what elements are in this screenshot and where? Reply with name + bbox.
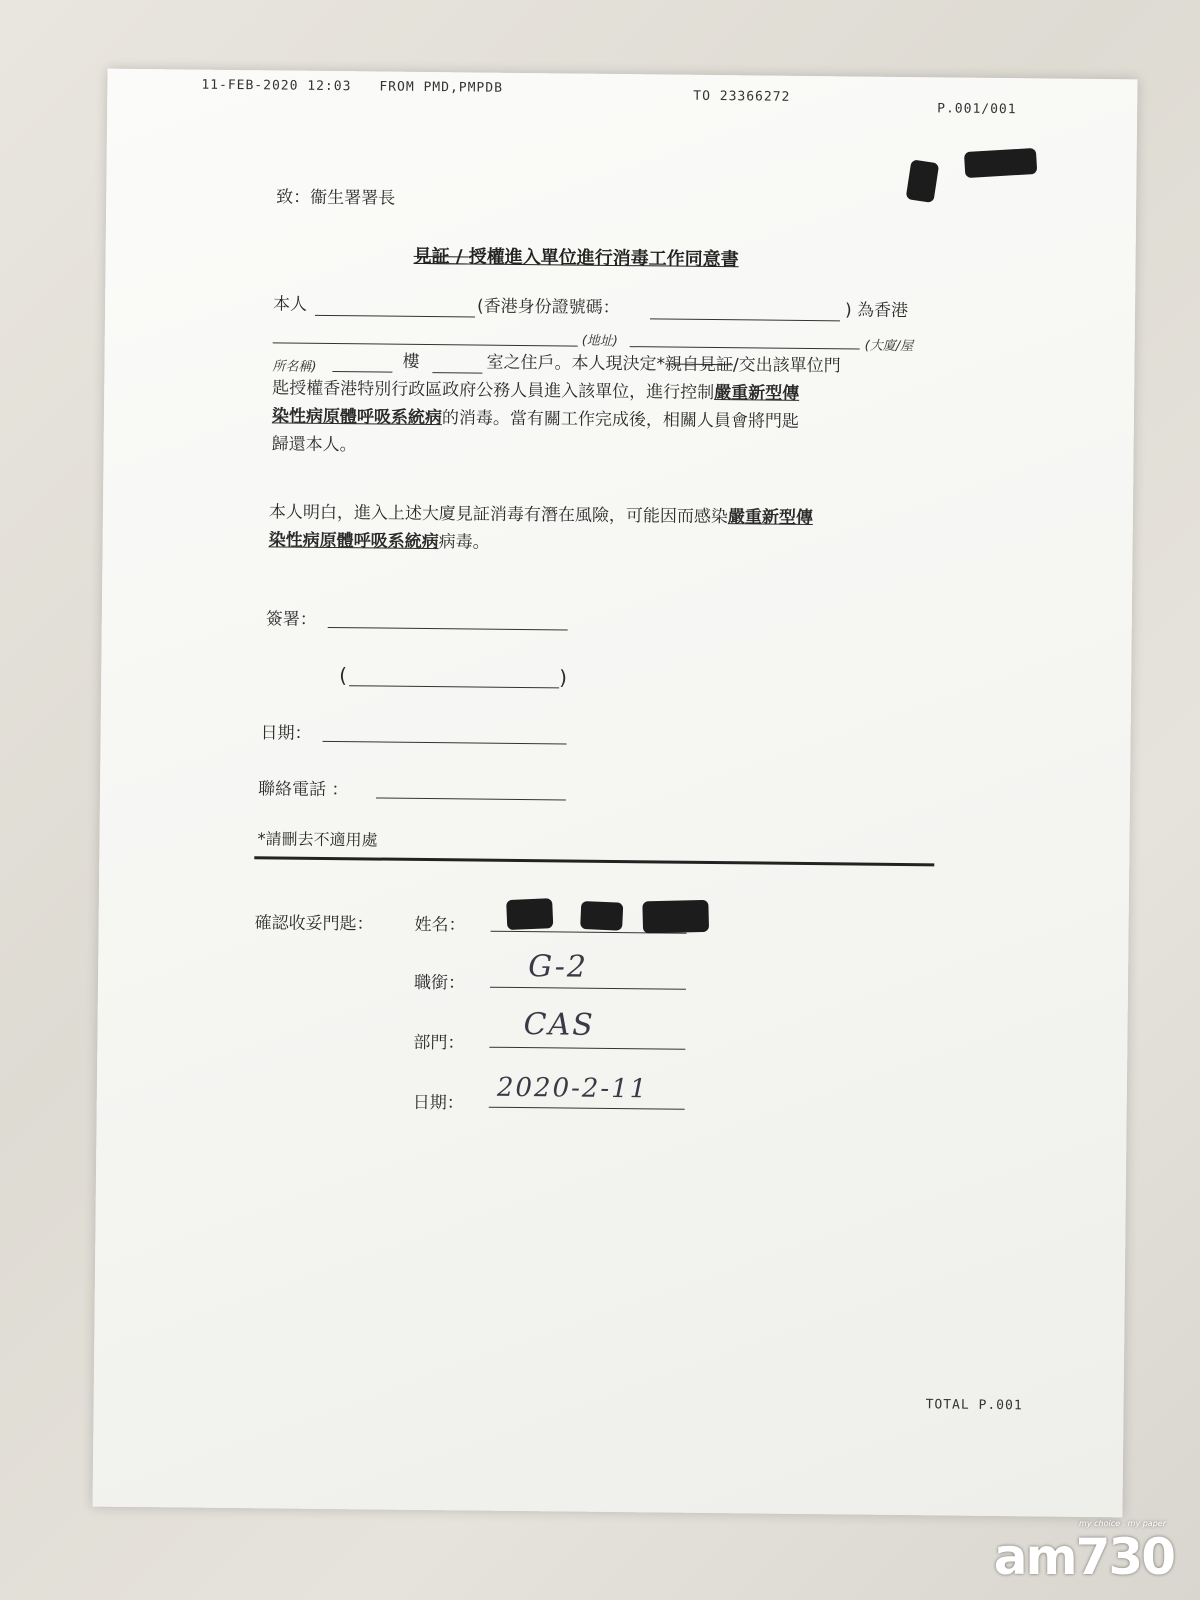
emphasis-text: 染性病原體呼吸系統病	[271, 406, 443, 429]
phone-label: 聯絡電話 ：	[257, 779, 349, 801]
room-blank[interactable]	[432, 372, 482, 374]
form-title-struck: 見証 /	[413, 245, 469, 268]
hk-label: ) 為香港	[844, 300, 909, 322]
text: 本人	[272, 294, 308, 315]
floor-blank[interactable]	[332, 371, 392, 373]
footnote: *請刪去不適用處	[257, 829, 378, 850]
fax-from: FROM PMD,PMPDB	[379, 79, 504, 96]
name-blank[interactable]	[315, 315, 475, 318]
para2-line2	[268, 526, 489, 556]
text: /交出該單位門	[732, 355, 841, 377]
fax-datetime: 11-FEB-2020 12:03	[201, 77, 352, 95]
date-blank[interactable]	[323, 741, 567, 745]
fax-page: P.001/001	[937, 101, 1017, 118]
emphasis-text: 嚴重新型傳	[714, 383, 800, 404]
floor-label: 樓	[402, 351, 420, 372]
address-blank[interactable]	[273, 342, 578, 346]
paren-open: (	[339, 663, 348, 688]
building-blank[interactable]	[630, 346, 860, 349]
text: 匙授權香港特別行政區政府公務人員進入該單位，進行控制	[272, 378, 715, 404]
post-label: 職銜：	[413, 972, 466, 994]
id-number-blank[interactable]	[650, 318, 840, 321]
redaction-mark	[906, 159, 940, 203]
signature-label: 簽署：	[265, 609, 317, 630]
text: 室之住戶。本人現決定*	[486, 352, 666, 375]
emphasis-text: 嚴重新型傳	[727, 507, 813, 529]
receipt-date-handwritten: 2020-2-11	[496, 1072, 649, 1105]
post-line	[490, 987, 686, 990]
emphasis-text: 染性病原體呼吸系統病	[268, 530, 439, 553]
receipt-date-label: 日期：	[412, 1092, 464, 1114]
para1-line1	[273, 290, 307, 318]
redaction-mark	[642, 900, 709, 934]
watermark-tagline: my choice . my paper	[1079, 1519, 1166, 1528]
address-label: (地址)	[581, 333, 618, 350]
text: 的消毒。當有關工作完成後，相關人員會將門匙	[441, 408, 800, 432]
text: 本人明白，進入上述大廈見証消毒有潛在風險，可能因而感染	[268, 502, 728, 528]
addressee: 致：衞生署署長	[276, 187, 396, 209]
date-label: 日期：	[260, 723, 312, 744]
building-label: (大廈/屋	[864, 338, 914, 355]
redaction-mark	[506, 898, 553, 930]
name-label: 姓名：	[414, 914, 466, 936]
signature-blank[interactable]	[328, 627, 568, 631]
para1-line3	[486, 349, 841, 381]
section-divider	[254, 856, 934, 866]
struck-text: 親自見証	[664, 354, 734, 376]
form-title-main: 授權進入單位進行消毒工作同意書	[468, 246, 739, 271]
receipt-label: 確認收妥門匙：	[254, 913, 374, 935]
redaction-mark	[580, 901, 623, 931]
form-title	[413, 242, 738, 271]
fax-total: TOTAL P.001	[925, 1397, 1023, 1414]
dept-handwritten: CAS	[523, 1007, 595, 1043]
dept-label: 部門：	[413, 1032, 465, 1054]
fax-document	[92, 69, 1137, 1518]
printed-name-blank[interactable]	[349, 685, 559, 688]
dept-line	[489, 1047, 685, 1050]
am730-logo	[994, 1519, 1174, 1586]
receipt-date-line	[489, 1107, 685, 1110]
building-label-cont: 所名稱)	[272, 359, 317, 375]
para1-line6: 歸還本人。	[271, 434, 357, 456]
watermark-logo: am730	[993, 1528, 1174, 1586]
text: 病毒。	[438, 532, 490, 553]
post-handwritten: G-2	[527, 949, 589, 985]
paren-close: )	[559, 665, 568, 690]
redaction-mark	[964, 148, 1037, 178]
phone-blank[interactable]	[376, 797, 566, 800]
id-label: (香港身份證號碼：	[476, 296, 620, 319]
fax-to: TO 23366272	[693, 88, 791, 105]
